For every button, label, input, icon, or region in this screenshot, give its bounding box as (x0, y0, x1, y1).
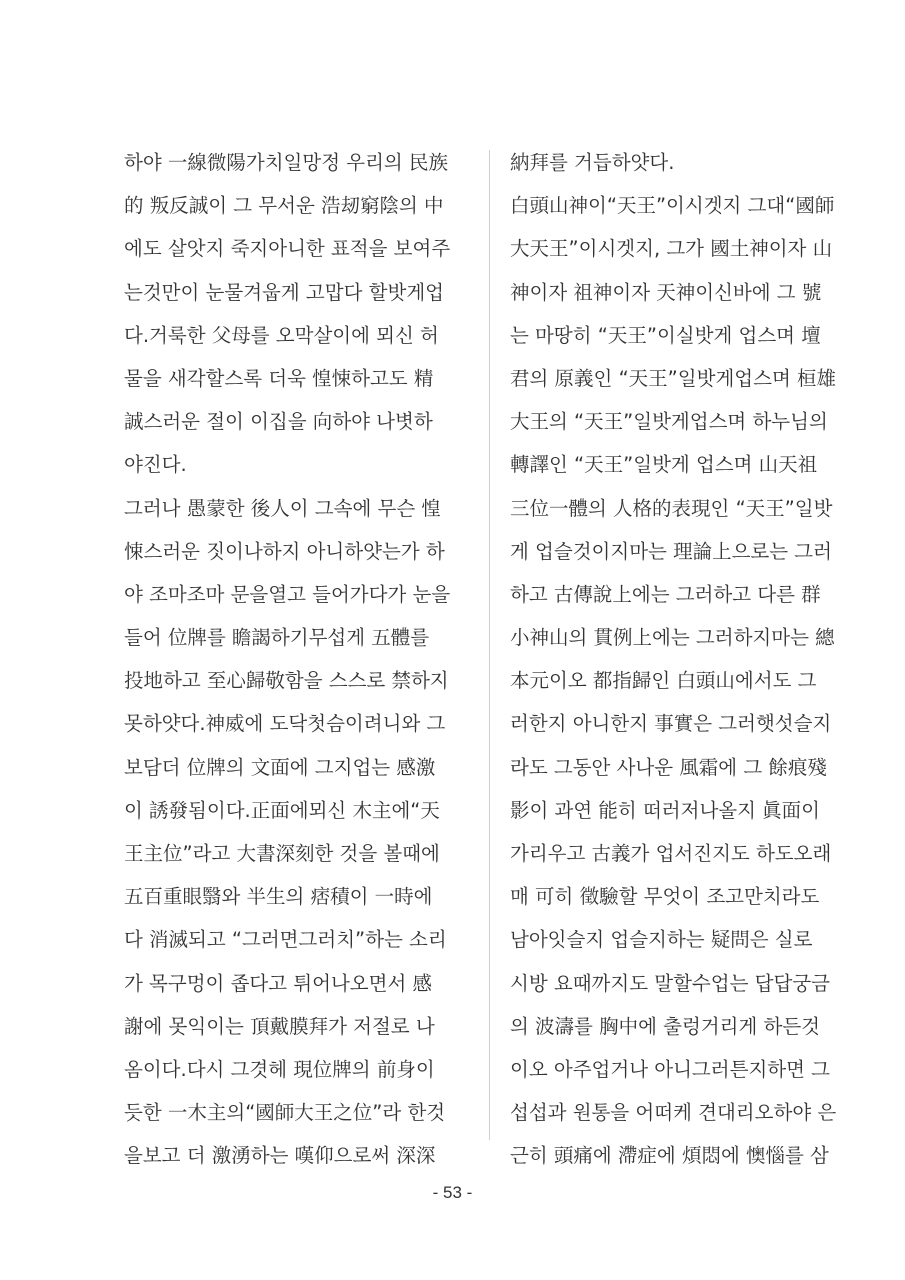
text-line: 이 誘發됨이다.正面에뫼신 木主에“天 (124, 798, 440, 822)
text-line: 大王의 “天王”일밧게업스며 하누님의 (510, 410, 828, 434)
text-line: 三位一體의 人格的表現인 “天王”일밧 (510, 496, 833, 520)
text-line: 에도 살앗지 죽지아니한 표적을 보여주 (124, 237, 451, 261)
text-line: 다 消滅되고 “그러면그러치”하는 소리 (124, 928, 447, 952)
text-line: 本元이오 都指歸인 白頭山에서도 그 (510, 669, 817, 693)
text-line: 들어 位牌를 瞻謁하기무섭게 五體를 (124, 626, 430, 650)
text-line: 야진다. (124, 453, 187, 477)
left-text-column (124, 141, 471, 1178)
text-line: 다.거룩한 父母를 오막살이에 뫼신 허 (124, 323, 439, 347)
text-line: 섭섭과 원통을 어떠케 견대리오하야 은 (510, 1101, 837, 1125)
text-line: 的 叛反誠이 그 무서운 浩刼窮陰의 中 (124, 194, 444, 218)
text-line: 못하얏다.神威에 도닥첫슴이려니와 그 (124, 712, 446, 736)
text-line: 轉譯인 “天王”일밧게 업스며 山天祖 (510, 453, 818, 477)
text-line: 五百重眼翳와 半生의 痞積이 一時에 (124, 885, 433, 909)
text-line: 納拜를 거듭하얏다. (510, 151, 675, 174)
text-line: 悚스러운 짓이나하지 아니하얏는가 하 (124, 539, 445, 563)
text-line: 물을 새각할스록 더욱 惶悚하고도 精 (124, 366, 434, 390)
text-line: 君의 原義인 “天王”일밧게업스며 桓雄 (510, 366, 836, 390)
text-line: 謝에 못익이는 頂戴膜拜가 저절로 나 (124, 1014, 435, 1038)
text-line: 야 조마조마 문을열고 들어가다가 눈을 (124, 582, 451, 606)
text-line: 러한지 아니한지 事實은 그러햇섯슬지 (510, 712, 832, 736)
text-line: 남아잇슬지 업슬지하는 疑問은 실로 (510, 928, 813, 952)
text-line: 이오 아주업거나 아니그러튼지하면 그 (510, 1057, 830, 1081)
text-line: 을보고 더 激湧하는 嘆仰으로써 深深 (124, 1144, 436, 1168)
text-line: 神이자 祖神이자 天神이신바에 그 號 (510, 280, 822, 304)
text-line: 小神山의 貫例上에는 그러하지마는 總 (510, 626, 835, 650)
text-line: 하고 古傳說上에는 그러하고 다른 群 (510, 582, 821, 606)
text-line: 그러나 愚蒙한 後人이 그속에 무슨 惶 (124, 496, 441, 520)
column-divider (489, 150, 490, 1140)
text-line: 大天王”이시겟지, 그가 國土神이자 山 (510, 237, 833, 261)
right-text-column (510, 141, 857, 1178)
text-line: 시방 요때까지도 말할수업는 답답궁금 (510, 971, 830, 995)
page-number: - 53 - (432, 1183, 473, 1202)
text-line: 影이 과연 能히 떠러저나올지 眞面이 (510, 798, 821, 822)
text-line: 하야 一線微陽가치일망정 우리의 民族 (124, 151, 448, 174)
text-line: 가 목구멍이 좁다고 튀어나오면서 感 (124, 971, 433, 995)
text-line: 王主位”라고 大書深刻한 것을 볼때에 (124, 842, 440, 865)
text-line: 의 波濤를 胸中에 출렁거리게 하든것 (510, 1014, 821, 1038)
text-line: 는것만이 눈물겨웁게 고맙다 할밧게업 (124, 280, 444, 304)
text-line: 가리우고 古義가 업서진지도 하도오래 (510, 842, 832, 865)
text-line: 매 可히 徵驗할 무엇이 조고만치라도 (510, 885, 820, 909)
text-line: 옴이다.다시 그겻헤 現位牌의 前身이 (124, 1057, 435, 1081)
text-line: 라도 그동안 사나운 風霜에 그 餘痕殘 (510, 755, 827, 779)
text-line: 게 업슬것이지마는 理論上으로는 그러 (510, 539, 832, 563)
text-line: 誠스러운 절이 이집을 向하야 나볏하 (124, 410, 433, 434)
text-line: 는 마땅히 “天王”이실밧게 업스며 壇 (510, 323, 821, 347)
text-line: 보담더 位牌의 文面에 그지업는 感激 (124, 755, 436, 779)
text-line: 投地하고 至心歸敬함을 스스로 禁하지 (124, 669, 449, 693)
text-line: 白頭山神이“天王”이시겟지 그대“國師 (510, 194, 835, 218)
text-line: 듯한 一木主의“國師大王之位”라 한것 (124, 1101, 446, 1125)
text-line: 근히 頭痛에 滯症에 煩悶에 懊惱를 삼 (510, 1144, 829, 1168)
